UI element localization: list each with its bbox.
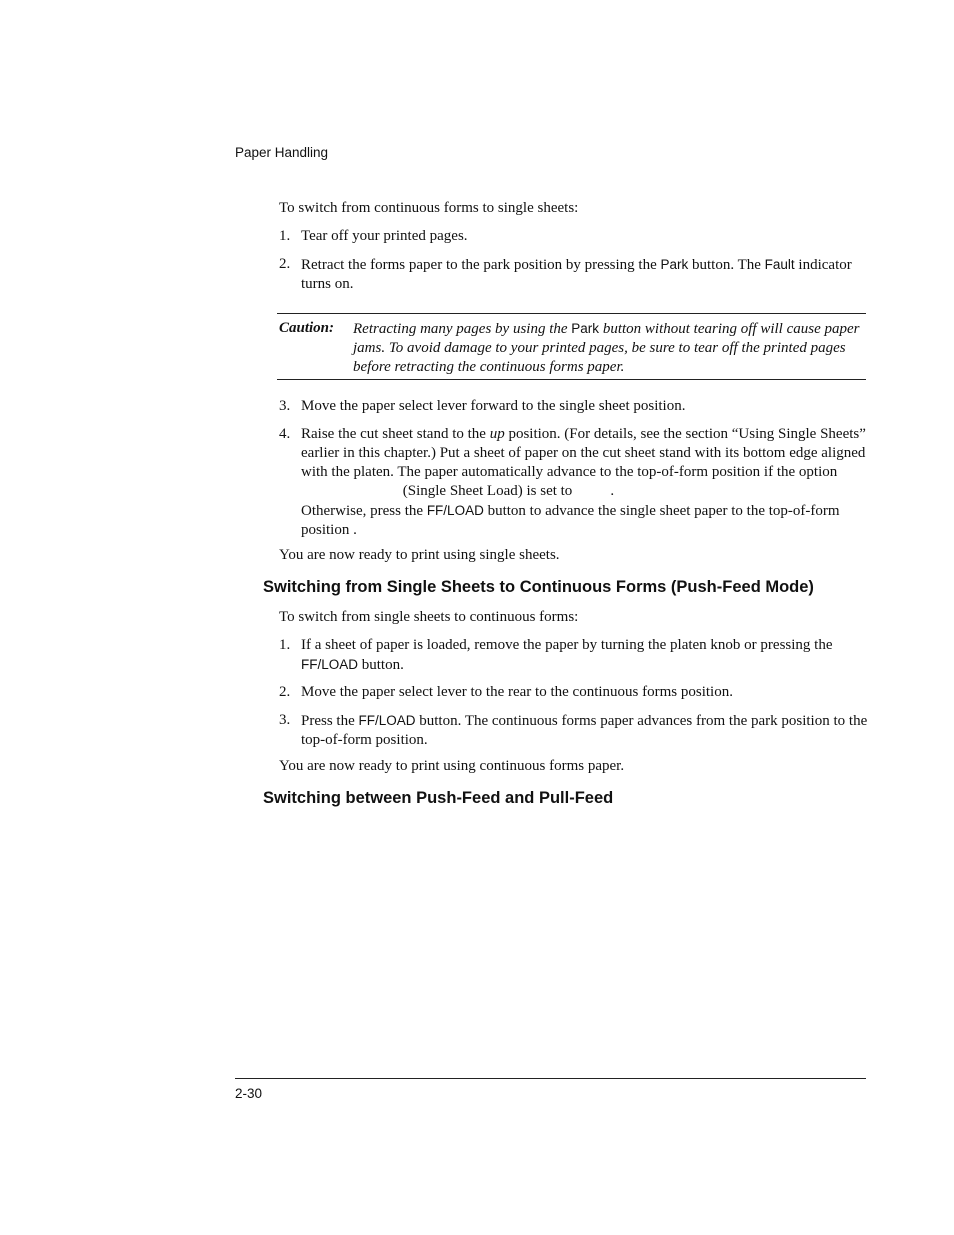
step-continuous-3 (279, 711, 869, 750)
step-continuous-2 (279, 683, 869, 702)
step-number: 1. (279, 637, 291, 653)
footer-rule (235, 1078, 866, 1079)
step-single-3 (279, 397, 869, 416)
step-text-part: Otherwise, press the (301, 503, 424, 519)
step-single-2 (279, 255, 869, 294)
heading-single-to-continuous: Switching from Single Sheets to Continuous Forms (Push-Feed Mode) (263, 578, 814, 596)
step-text-part: position. (For details, see the section “Using Single Sheets” earlier in this chapter.) Put a sheet of paper on the cut sheet stand with its bottom edge aligned with the platen. The paper automatically advance to the top-of-form position if the option (301, 426, 866, 480)
fault-indicator-label: Fault (764, 257, 795, 272)
step-text-part: . (610, 483, 615, 499)
park-button-label: Park (660, 257, 689, 272)
step-text-part: button. The (692, 257, 761, 273)
caution-text-part: Retracting many pages by using the (353, 321, 568, 337)
caution-text (353, 319, 863, 377)
step-text: Tear off your printed pages. (301, 228, 468, 244)
running-header: Paper Handling (235, 145, 329, 160)
step-number: 2. (279, 684, 291, 700)
caution-label: Caution: (279, 320, 335, 336)
ff-load-button-label: FF/LOAD (426, 503, 484, 518)
step-text-part: Raise the cut sheet stand to the (301, 426, 486, 442)
heading-push-pull: Switching between Push-Feed and Pull-Feed (263, 789, 614, 807)
caution-top-rule (277, 313, 866, 314)
step-single-4 (279, 425, 869, 540)
step-text (301, 711, 869, 750)
page-number: 2-30 (235, 1086, 263, 1101)
step-text: Move the paper select lever forward to the single sheet position. (301, 398, 686, 414)
step-text (301, 255, 869, 294)
step-text-part: button. The continuous forms paper advances from the park position to the top-of-form position. (301, 713, 868, 748)
step-text-part: If a sheet of paper is loaded, remove the paper by turning the platen knob or pressing the (301, 637, 833, 653)
ff-load-button-label: FF/LOAD (358, 713, 416, 728)
step-text-part: button to advance the single sheet paper to the top-of-form position . (301, 503, 840, 538)
step-text (301, 636, 869, 675)
step-number: 2. (279, 256, 291, 272)
park-button-label: Park (571, 321, 600, 336)
outro-continuous: You are now ready to print using continuous forms paper. (279, 758, 625, 774)
step-text-emphasis: up (489, 426, 505, 442)
step-continuous-1 (279, 636, 869, 675)
step-number: 1. (279, 228, 291, 244)
ff-load-button-label: FF/LOAD (301, 657, 359, 672)
step-text-part: Retract the forms paper to the park position by pressing the (301, 257, 657, 273)
step-text-part: button. (361, 657, 404, 673)
step-text: Move the paper select lever to the rear to the continuous forms position. (301, 684, 733, 700)
step-number: 3. (279, 712, 291, 728)
step-number: 4. (279, 426, 291, 442)
outro-single-sheets: You are now ready to print using single sheets. (279, 547, 560, 563)
step-text-part: (Single Sheet Load) is set to (402, 483, 573, 499)
step-text-part: Press the (301, 713, 355, 729)
step-text (301, 425, 869, 540)
caution-bottom-rule (277, 379, 866, 380)
step-number: 3. (279, 398, 291, 414)
intro-continuous: To switch from single sheets to continuous forms: (279, 609, 579, 625)
caution-text-part: button without tearing off will cause paper jams. To avoid damage to your printed pages, be sure to tear off the printed pages before retracting the continuous forms paper. (353, 321, 860, 375)
step-text-part: indicator turns on. (301, 257, 852, 292)
intro-single-sheets: To switch from continuous forms to single sheets: (279, 200, 579, 216)
step-single-1 (279, 227, 869, 246)
